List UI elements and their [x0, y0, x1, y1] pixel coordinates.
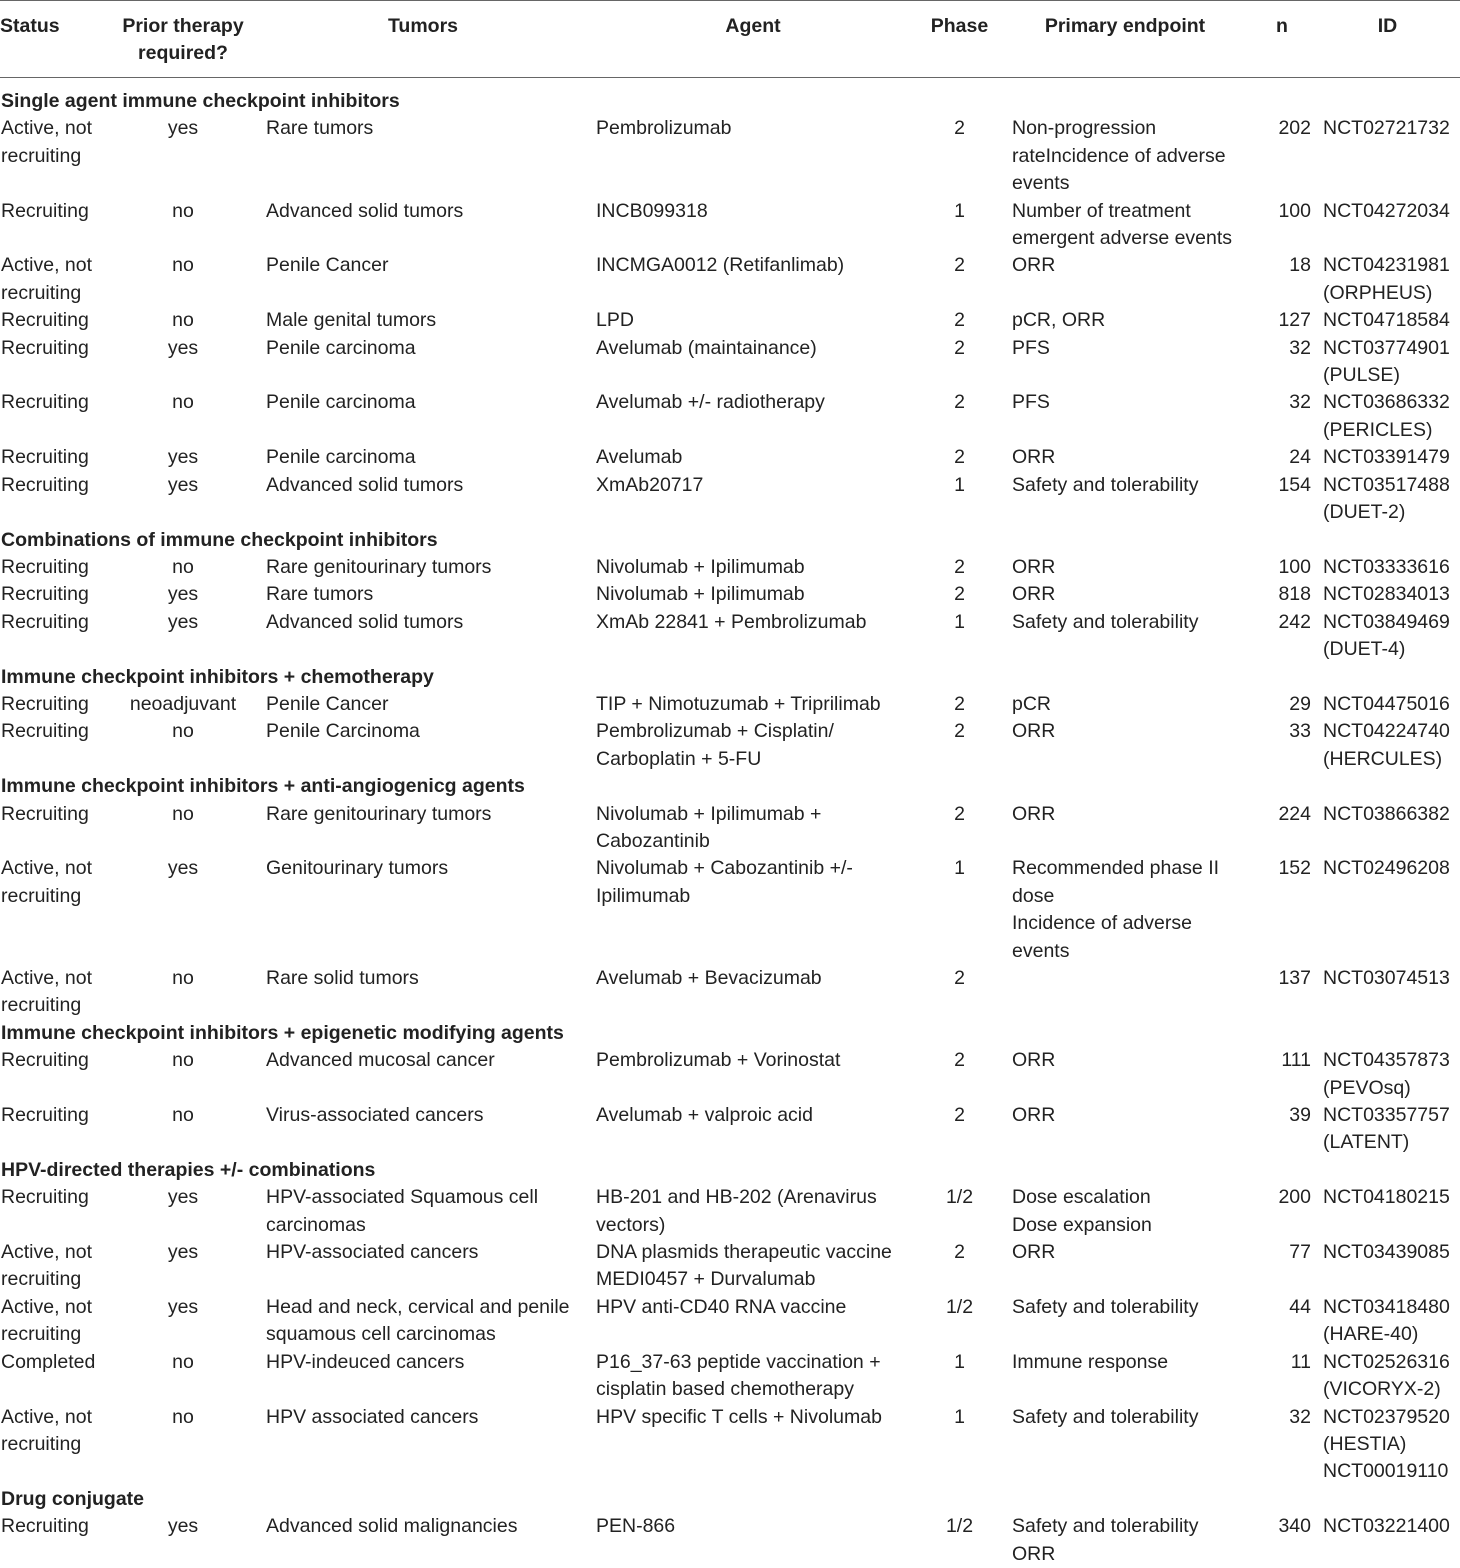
cell-agent: XmAb 22841 + Pembrolizumab: [596, 610, 867, 633]
cell-phase: 2: [954, 720, 965, 743]
section-row: [0, 664, 1460, 691]
cell-status: Recruiting: [1, 391, 89, 414]
cell-status: Active, not recruiting: [1, 967, 93, 1017]
cell-primary-endpoint: Recommended phase II dose Incidence of adverse events: [1012, 857, 1220, 962]
cell-status: Recruiting: [1, 336, 89, 359]
cell-tumors: HPV-associated cancers: [266, 1241, 479, 1264]
header-row: [0, 1, 1460, 78]
table-row: [0, 1239, 1460, 1294]
column-header-tumors: Tumors: [258, 1, 588, 78]
cell-status: Active, not recruiting: [1, 1295, 93, 1346]
table-row: [0, 801, 1460, 856]
cell-prior-therapy: no: [172, 1104, 194, 1127]
cell-prior-therapy: yes: [167, 857, 199, 880]
cell-prior-therapy: no: [172, 1405, 194, 1428]
cell-tumors: Advanced solid tumors: [266, 473, 464, 496]
cell-tumors: Advanced solid tumors: [266, 199, 464, 222]
section-heading: Single agent immune checkpoint inhibitors: [1, 90, 400, 112]
cell-id: NCT03333616: [1323, 555, 1450, 578]
section-heading: Immune checkpoint inhibitors + epigenetic modifying agents: [1, 1021, 564, 1044]
section-heading: Combinations of immune checkpoint inhibitors: [1, 528, 438, 551]
cell-tumors: Virus-associated cancers: [266, 1104, 484, 1127]
cell-status: Recruiting: [1, 199, 89, 222]
cell-phase: 2: [954, 802, 965, 825]
table-row: [0, 609, 1460, 664]
cell-n: 18: [1289, 254, 1311, 277]
cell-primary-endpoint: ORR: [1012, 446, 1056, 469]
cell-id: NCT02721732: [1323, 117, 1450, 140]
cell-n: 100: [1278, 555, 1311, 578]
cell-status: Recruiting: [1, 1104, 89, 1127]
cell-status: Recruiting: [1, 1049, 89, 1072]
cell-primary-endpoint: Safety and tolerability: [1012, 1405, 1199, 1428]
cell-id: NCT03517488 (DUET-2): [1323, 473, 1450, 524]
cell-n: 24: [1289, 446, 1311, 469]
cell-n: 818: [1278, 583, 1311, 606]
column-header-prior-therapy: Prior therapy required?: [108, 1, 258, 78]
section-row: [0, 527, 1460, 554]
cell-n: 33: [1289, 720, 1311, 743]
cell-n: 100: [1278, 199, 1311, 222]
cell-agent: Nivolumab + Ipilimumab + Cabozantinib: [596, 802, 822, 852]
cell-n: 152: [1278, 857, 1311, 880]
cell-status: Recruiting: [1, 802, 89, 825]
table-row: [0, 1513, 1460, 1568]
cell-primary-endpoint: ORR: [1012, 583, 1056, 606]
column-header-status: Status: [0, 1, 108, 78]
cell-id: NCT03418480 (HARE-40): [1323, 1295, 1450, 1346]
cell-phase: 2: [954, 254, 965, 277]
column-header-n: n: [1249, 1, 1315, 78]
cell-id: NCT03686332 (PERICLES): [1323, 391, 1450, 441]
cell-phase: 1/2: [945, 1295, 974, 1318]
table-body: [0, 78, 1460, 1568]
cell-n: 127: [1278, 309, 1311, 332]
cell-agent: Nivolumab + Cabozantinib +/- Ipilimumab: [596, 857, 853, 907]
section-heading: Immune checkpoint inhibitors + chemotherapy: [1, 665, 434, 688]
cell-id: NCT04718584: [1323, 309, 1450, 332]
cell-n: 29: [1289, 692, 1311, 715]
cell-prior-therapy: neoadjuvant: [129, 692, 237, 715]
cell-agent: HPV specific T cells + Nivolumab: [596, 1405, 882, 1428]
cell-n: 39: [1289, 1104, 1311, 1127]
cell-n: 224: [1278, 802, 1311, 825]
cell-phase: 1: [954, 473, 965, 496]
cell-status: Active, not recruiting: [1, 1405, 93, 1455]
cell-tumors: Penile carcinoma: [266, 391, 416, 414]
table-row: [0, 1102, 1460, 1157]
cell-id: NCT03074513: [1323, 967, 1450, 989]
cell-id: NCT04357873 (PEVOsq): [1323, 1049, 1450, 1099]
cell-primary-endpoint: ORR: [1012, 555, 1056, 578]
cell-phase: 1/2: [945, 1186, 974, 1209]
cell-prior-therapy: yes: [167, 473, 199, 496]
cell-primary-endpoint: Non-progression rateIncidence of adverse events: [1012, 117, 1226, 195]
cell-prior-therapy: no: [172, 1049, 194, 1072]
cell-prior-therapy: no: [172, 720, 194, 743]
cell-phase: 2: [954, 692, 965, 715]
column-header-phase: Phase: [918, 1, 1001, 78]
cell-phase: 1: [954, 857, 965, 880]
cell-phase: 2: [954, 555, 965, 578]
cell-n: 242: [1278, 610, 1311, 633]
cell-tumors: Head and neck, cervical and penile squamous cell carcinomas: [266, 1295, 570, 1346]
cell-primary-endpoint: Number of treatment emergent adverse events: [1012, 199, 1233, 250]
cell-phase: 2: [954, 1241, 965, 1264]
cell-id: NCT03774901 (PULSE): [1323, 336, 1450, 387]
cell-phase: 1: [954, 199, 965, 222]
cell-status: Recruiting: [1, 473, 89, 496]
table-row: [0, 965, 1460, 1020]
cell-prior-therapy: no: [172, 391, 194, 414]
cell-n: 77: [1289, 1241, 1311, 1264]
cell-tumors: Rare solid tumors: [266, 967, 419, 989]
cell-primary-endpoint: Safety and tolerability: [1012, 473, 1199, 496]
cell-agent: Pembrolizumab: [596, 117, 732, 140]
cell-prior-therapy: no: [172, 199, 194, 222]
cell-prior-therapy: yes: [167, 1241, 199, 1264]
cell-n: 32: [1289, 391, 1311, 414]
cell-agent: Avelumab + Bevacizumab: [596, 967, 822, 989]
table-row: [0, 444, 1460, 471]
cell-agent: Avelumab + valproic acid: [596, 1104, 813, 1127]
cell-tumors: HPV-associated Squamous cell carcinomas: [266, 1186, 539, 1236]
cell-prior-therapy: yes: [167, 1515, 199, 1538]
table-row: [0, 252, 1460, 307]
table-row: [0, 389, 1460, 444]
cell-status: Recruiting: [1, 583, 89, 606]
cell-primary-endpoint: PFS: [1012, 391, 1050, 414]
cell-id: NCT03866382: [1323, 802, 1450, 825]
section-row: [0, 78, 1460, 116]
cell-prior-therapy: yes: [167, 1295, 199, 1318]
cell-id: NCT03221400: [1323, 1515, 1450, 1538]
cell-phase: 2: [954, 967, 965, 989]
cell-phase: 2: [954, 583, 965, 606]
section-row: [0, 773, 1460, 800]
cell-status: Active, not recruiting: [1, 254, 93, 304]
cell-status: Recruiting: [1, 1186, 89, 1209]
cell-agent: LPD: [596, 309, 634, 332]
cell-tumors: Rare genitourinary tumors: [266, 802, 492, 825]
cell-agent: Pembrolizumab + Vorinostat: [596, 1049, 841, 1072]
cell-primary-endpoint: PFS: [1012, 336, 1050, 359]
section-row: [0, 1020, 1460, 1047]
cell-id: NCT03849469 (DUET-4): [1323, 610, 1450, 661]
cell-primary-endpoint: Safety and tolerability ORR: [1012, 1515, 1199, 1565]
cell-n: 200: [1278, 1186, 1311, 1209]
cell-tumors: Male genital tumors: [266, 309, 437, 332]
cell-tumors: Penile carcinoma: [266, 336, 416, 359]
cell-id: NCT04224740 (HERCULES): [1323, 720, 1450, 770]
cell-agent: Nivolumab + Ipilimumab: [596, 555, 805, 578]
cell-id: NCT04475016: [1323, 692, 1450, 715]
cell-status: Active, not recruiting: [1, 117, 93, 167]
cell-id: NCT03439085: [1323, 1241, 1450, 1264]
cell-primary-endpoint: ORR: [1012, 1104, 1056, 1127]
cell-tumors: Rare tumors: [266, 117, 374, 140]
cell-primary-endpoint: ORR: [1012, 1241, 1056, 1264]
cell-status: Completed: [1, 1350, 96, 1373]
section-row: [0, 1486, 1460, 1513]
table-row: [0, 1404, 1460, 1486]
cell-phase: 1: [954, 610, 965, 633]
cell-tumors: Penile carcinoma: [266, 446, 416, 469]
cell-n: 111: [1281, 1049, 1311, 1072]
cell-tumors: Penile Cancer: [266, 692, 389, 715]
cell-tumors: Penile Carcinoma: [266, 720, 420, 743]
cell-id: NCT04180215: [1323, 1186, 1450, 1209]
cell-prior-therapy: yes: [167, 446, 199, 469]
cell-phase: 2: [954, 336, 965, 359]
cell-agent: P16_37-63 peptide vaccination + cisplatin based chemotherapy: [596, 1350, 881, 1401]
cell-agent: INCB099318: [596, 199, 708, 222]
cell-tumors: HPV associated cancers: [266, 1405, 479, 1428]
cell-id: NCT04231981 (ORPHEUS): [1323, 254, 1450, 304]
table-row: [0, 718, 1460, 773]
table-row: [0, 307, 1460, 334]
cell-phase: 2: [954, 1104, 965, 1127]
cell-n: 340: [1278, 1515, 1311, 1538]
cell-prior-therapy: no: [172, 967, 194, 989]
cell-agent: PEN-866: [596, 1515, 676, 1538]
cell-n: 154: [1278, 473, 1311, 496]
cell-agent: Avelumab (maintainance): [596, 336, 817, 359]
cell-prior-therapy: yes: [167, 117, 199, 140]
cell-prior-therapy: no: [172, 309, 194, 332]
table-row: [0, 855, 1460, 965]
cell-status: Recruiting: [1, 446, 89, 469]
cell-tumors: Genitourinary tumors: [266, 857, 449, 880]
cell-agent: DNA plasmids therapeutic vaccine MEDI0457 + Durvalumab: [596, 1241, 892, 1291]
cell-status: Active, not recruiting: [1, 1241, 93, 1291]
cell-n: 44: [1289, 1295, 1311, 1318]
cell-prior-therapy: yes: [167, 610, 199, 633]
table-row: [0, 472, 1460, 527]
cell-primary-endpoint: Safety and tolerability: [1012, 610, 1199, 633]
column-header-id: ID: [1315, 1, 1460, 78]
cell-phase: 2: [954, 309, 965, 332]
cell-phase: 2: [954, 1049, 965, 1072]
cell-primary-endpoint: Dose escalation Dose expansion: [1012, 1186, 1152, 1236]
cell-n: 137: [1278, 967, 1311, 989]
cell-phase: 1: [954, 1405, 965, 1428]
cell-tumors: Advanced solid tumors: [266, 610, 464, 633]
cell-id: NCT02526316 (VICORYX-2): [1323, 1350, 1450, 1401]
cell-primary-endpoint: ORR: [1012, 1049, 1056, 1072]
table-row: [0, 335, 1460, 390]
cell-prior-therapy: no: [172, 555, 194, 578]
cell-tumors: Penile Cancer: [266, 254, 389, 277]
cell-primary-endpoint: ORR: [1012, 802, 1056, 825]
cell-phase: 1: [954, 1350, 965, 1373]
cell-n: 32: [1289, 1405, 1311, 1428]
section-heading: Drug conjugate: [1, 1487, 145, 1510]
table-row: [0, 554, 1460, 581]
cell-prior-therapy: no: [172, 1350, 194, 1373]
cell-agent: XmAb20717: [596, 473, 704, 496]
cell-phase: 2: [954, 117, 965, 140]
cell-phase: 1/2: [945, 1515, 974, 1538]
cell-agent: HB-201 and HB-202 (Arenavirus vectors): [596, 1186, 877, 1236]
cell-primary-endpoint: [1001, 965, 1249, 1020]
cell-prior-therapy: yes: [167, 336, 199, 359]
cell-agent: INCMGA0012 (Retifanlimab): [596, 254, 845, 277]
cell-primary-endpoint: pCR: [1012, 692, 1052, 715]
cell-status: Recruiting: [1, 720, 89, 743]
table-row: [0, 1184, 1460, 1239]
cell-status: Active, not recruiting: [1, 857, 93, 907]
cell-primary-endpoint: Immune response: [1012, 1350, 1169, 1373]
cell-id: NCT03391479: [1323, 446, 1450, 469]
cell-status: Recruiting: [1, 1515, 89, 1538]
table-row: [0, 1294, 1460, 1349]
cell-id: NCT02834013: [1323, 583, 1450, 606]
cell-tumors: Advanced mucosal cancer: [266, 1049, 495, 1072]
cell-id: NCT03357757 (LATENT): [1323, 1104, 1450, 1154]
table-row: [0, 115, 1460, 197]
cell-tumors: Rare tumors: [266, 583, 374, 606]
table-row: [0, 1349, 1460, 1404]
cell-status: Recruiting: [1, 692, 89, 715]
cell-id: NCT02496208: [1323, 857, 1450, 880]
cell-tumors: HPV-indeuced cancers: [266, 1350, 465, 1373]
cell-primary-endpoint: ORR: [1012, 254, 1056, 277]
section-heading: Immune checkpoint inhibitors + anti-angiogenicg agents: [1, 775, 525, 798]
cell-status: Recruiting: [1, 555, 89, 578]
cell-agent: Nivolumab + Ipilimumab: [596, 583, 805, 606]
table-row: [0, 691, 1460, 718]
cell-id: NCT02379520 (HESTIA) NCT00019110: [1323, 1405, 1450, 1483]
table-row: [0, 198, 1460, 253]
cell-n: 11: [1290, 1350, 1311, 1373]
table-row: [0, 581, 1460, 608]
cell-agent: Avelumab +/- radiotherapy: [596, 391, 825, 414]
cell-id: NCT04272034: [1323, 199, 1450, 222]
cell-prior-therapy: yes: [167, 1186, 199, 1209]
cell-tumors: Rare genitourinary tumors: [266, 555, 492, 578]
column-header-primary-endpoint: Primary endpoint: [1001, 1, 1249, 78]
cell-status: Recruiting: [1, 610, 89, 633]
cell-tumors: Advanced solid malignancies: [266, 1515, 518, 1538]
cell-n: 202: [1278, 117, 1311, 140]
cell-agent: Avelumab: [596, 446, 683, 469]
cell-phase: 2: [954, 446, 965, 469]
cell-agent: TIP + Nimotuzumab + Triprilimab: [596, 692, 881, 715]
cell-n: 32: [1289, 336, 1311, 359]
cell-prior-therapy: yes: [167, 583, 199, 606]
cell-prior-therapy: no: [172, 802, 194, 825]
table-header: [0, 1, 1460, 78]
column-header-agent: Agent: [588, 1, 918, 78]
cell-agent: HPV anti-CD40 RNA vaccine: [596, 1295, 847, 1318]
section-row: [0, 1157, 1460, 1184]
cell-prior-therapy: no: [172, 254, 194, 277]
cell-status: Recruiting: [1, 309, 89, 332]
section-heading: HPV-directed therapies +/- combinations: [1, 1158, 376, 1181]
cell-primary-endpoint: pCR, ORR: [1012, 309, 1106, 332]
cell-primary-endpoint: Safety and tolerability: [1012, 1295, 1199, 1318]
cell-agent: Pembrolizumab + Cisplatin/ Carboplatin + 5-FU: [596, 720, 834, 770]
table-row: [0, 1047, 1460, 1102]
cell-phase: 2: [954, 391, 965, 414]
cell-primary-endpoint: ORR: [1012, 720, 1056, 743]
